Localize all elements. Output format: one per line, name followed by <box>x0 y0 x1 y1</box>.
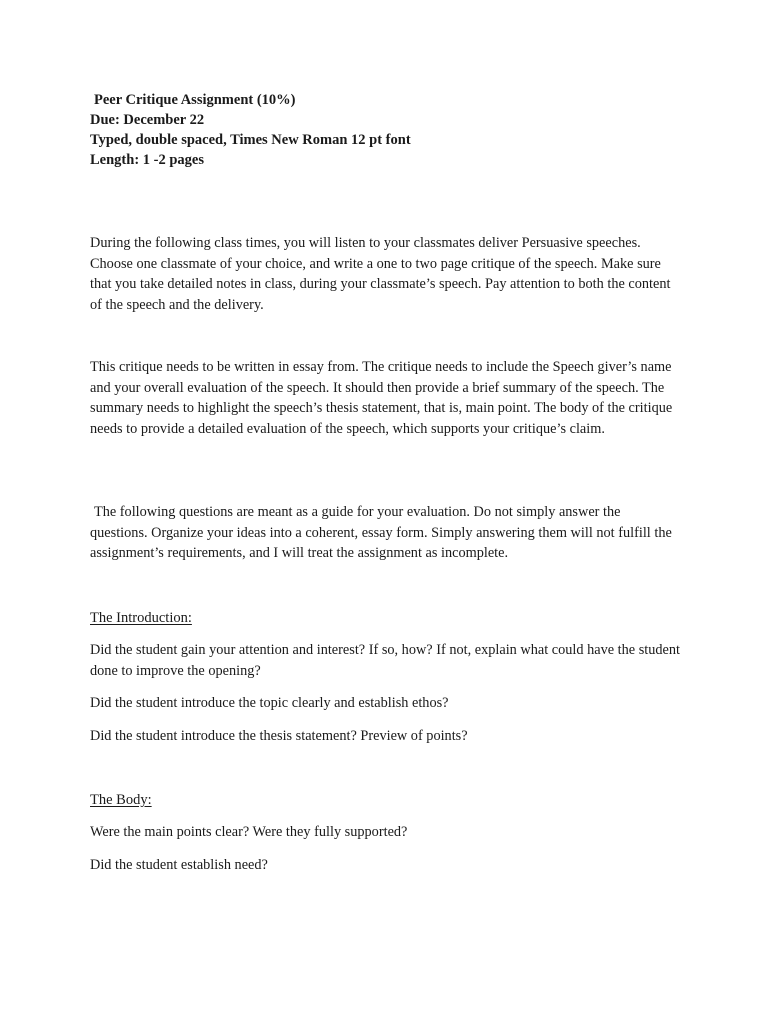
paragraph-critique-requirements: This critique needs to be written in essay from. The critique needs to include the Speech giver’s name and your overall evaluation of the speech. It should then provide a brief summary of the speech. The summary needs to highlight the speech’s thesis statement, that is, main point. The body of the critique needs to provide a detailed evaluation of the speech, which supports your critique’s claim. <box>90 359 673 437</box>
length-requirement: Length: 1 -2 pages <box>90 152 204 168</box>
paragraph-guide-note: The following questions are meant as a guide for your evaluation. Do not simply answer the questions. Organize your ideas into a coherent, essay form. Simply answering them will not fulfill the assignment’s requirements, and I will treat the assignment as incomplete. <box>90 504 672 561</box>
question-main-points: Were the main points clear? Were they fully supported? <box>90 824 408 840</box>
section-title-introduction: The Introduction: <box>90 610 192 626</box>
question-topic-ethos: Did the student introduce the topic clearly and establish ethos? <box>90 695 449 711</box>
question-thesis: Did the student introduce the thesis statement? Preview of points? <box>90 728 468 744</box>
question-need: Did the student establish need? <box>90 857 268 873</box>
section-title-body: The Body: <box>90 792 152 808</box>
question-attention: Did the student gain your attention and interest? If so, how? If not, explain what could have the student done to improve the opening? <box>90 642 680 679</box>
assignment-title: Peer Critique Assignment (10%) <box>94 92 296 108</box>
format-requirements: Typed, double spaced, Times New Roman 12 pt font <box>90 132 411 148</box>
due-date: Due: December 22 <box>90 112 205 128</box>
assignment-header <box>90 90 690 170</box>
paragraph-instructions: During the following class times, you will listen to your classmates deliver Persuasive speeches. Choose one classmate of your choice, and write a one to two page critique of the speech. Make sure that you take detailed notes in class, during your classmate’s speech. Pay attention to both the content of the speech and the delivery. <box>90 235 671 313</box>
